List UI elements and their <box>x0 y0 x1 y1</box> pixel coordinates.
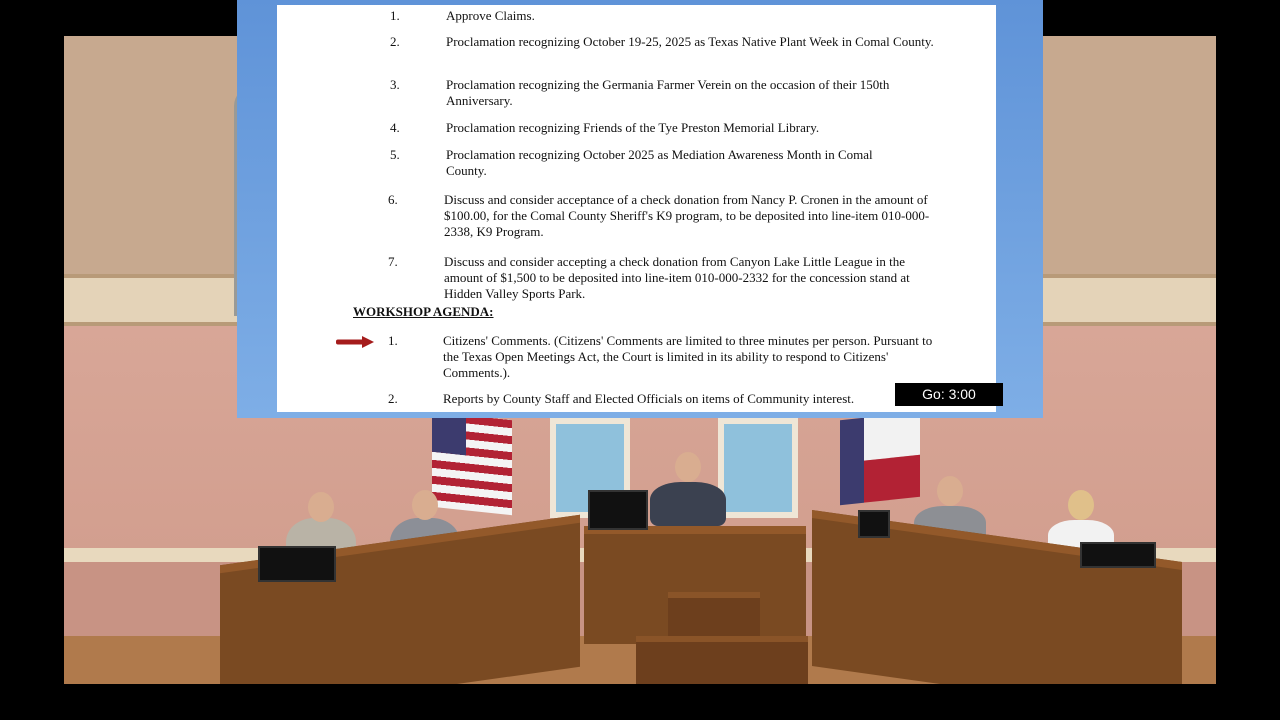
agenda-item-number: 6. <box>388 192 398 207</box>
agenda-item-text: Proclamation recognizing Friends of the Tye Preston Memorial Library. <box>446 120 820 135</box>
workshop-item-number: 2. <box>388 391 398 406</box>
monitor-right-1 <box>858 510 890 538</box>
agenda-item-number: 5. <box>390 147 400 162</box>
workshop-item-number: 1. <box>388 333 398 348</box>
monitor-left <box>258 546 336 582</box>
agenda-item-text: Approve Claims. <box>446 8 535 23</box>
agenda-item-number: 3. <box>390 77 400 92</box>
monitor-right-2 <box>1080 542 1156 568</box>
workshop-item-text: Reports by County Staff and Elected Officials on items of Community interest. <box>443 391 855 406</box>
agenda-item-text: Discuss and consider acceptance of a check donation from Nancy P. Cronen in the amount of $100.00, for the Comal County Sheriff's K9 program, to be deposited into line-item 010-000-2338, K9 Program. <box>444 192 930 239</box>
monitor-center <box>588 490 648 530</box>
workshop-item-text: Citizens' Comments. (Citizens' Comments are limited to three minutes per person. Pursuant to the Texas Open Meetings Act, the Court is limited in its ability to respond to Citizens' Comments.). <box>443 333 933 380</box>
agenda-item-number: 2. <box>390 34 400 49</box>
agenda-item-text: Proclamation recognizing October 19-25, 2025 as Texas Native Plant Week in Comal County. <box>446 34 934 49</box>
county-judge <box>650 482 726 526</box>
agenda-item-text: Proclamation recognizing October 2025 as Mediation Awareness Month in Comal County. <box>446 147 873 178</box>
agenda-item-number: 4. <box>390 120 400 135</box>
window-right <box>718 418 798 518</box>
texas-flag <box>840 412 920 505</box>
arrow-right-icon <box>336 336 374 348</box>
workshop-agenda-heading: WORKSHOP AGENDA: <box>353 304 494 319</box>
lectern-table <box>636 636 808 684</box>
us-flag <box>432 412 512 515</box>
agenda-item-text: Discuss and consider accepting a check donation from Canyon Lake Little League in the amount of $1,500 to be deposited into line-item 010-000-2332 for the concession stand at Hidden Valley Sports Park. <box>444 254 910 301</box>
speaker-timer: Go: 3:00 <box>895 383 1003 406</box>
agenda-item-number: 1. <box>390 8 400 23</box>
agenda-item-number: 7. <box>388 254 398 269</box>
agenda-item-text: Proclamation recognizing the Germania Farmer Verein on the occasion of their 150th Anniversary. <box>446 77 890 108</box>
